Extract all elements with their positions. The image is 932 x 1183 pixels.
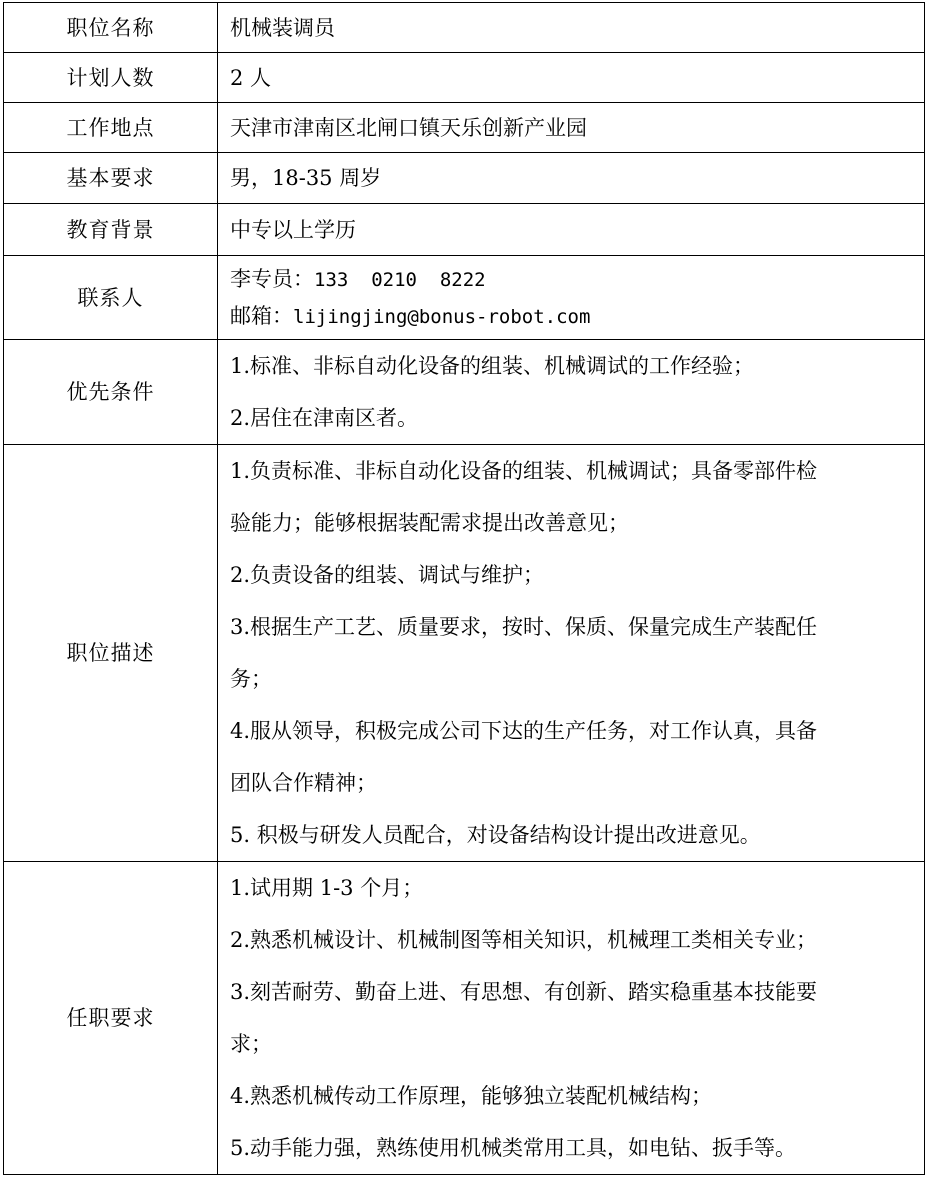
contact-phone-label: 李专员： [230,266,314,291]
basic-value: 男，18-35 周岁 [218,153,925,204]
row-preferred [4,340,925,445]
description-line: 4.服从领导，积极完成公司下达的生产任务，对工作认真，具备 [230,719,818,743]
education-value: 中专以上学历 [218,204,925,256]
description-line: 验能力；能够根据装配需求提出改善意见； [230,511,629,535]
requirements-line: 1.试用期 1-3 个月； [230,876,424,900]
requirements-line: 求； [230,1032,272,1056]
contact-value [218,256,925,340]
position-value: 机械装调员 [218,3,925,53]
preferred-line: 2.居住在津南区者。 [230,406,419,430]
requirements-line: 5.动手能力强，熟练使用机械类常用工具，如电钻、扳手等。 [230,1136,797,1160]
headcount-label: 计划人数 [4,53,218,103]
row-contact [4,256,925,340]
contact-email[interactable]: lijingjing@bonus-robot.com [293,305,591,328]
description-label: 职位描述 [4,445,218,862]
description-line: 1.负责标准、非标自动化设备的组装、机械调试；具备零部件检 [230,459,818,483]
requirements-line: 3.刻苦耐劳、勤奋上进、有思想、有创新、踏实稳重基本技能要 [230,980,818,1004]
row-description [4,445,925,862]
description-line: 务； [230,667,272,691]
requirements-label: 任职要求 [4,862,218,1175]
preferred-line: 1.标准、非标自动化设备的组装、机械调试的工作经验； [230,354,755,378]
row-requirements [4,862,925,1175]
row-education [4,204,925,256]
requirements-line: 4.熟悉机械传动工作原理，能够独立装配机械结构； [230,1084,713,1108]
requirements-line: 2.熟悉机械设计、机械制图等相关知识，机械理工类相关专业； [230,928,818,952]
description-line: 团队合作精神； [230,771,377,795]
contact-email-line [230,298,914,335]
row-basic-requirements [4,153,925,204]
position-label: 职位名称 [4,3,218,53]
job-info-table [3,2,925,1175]
contact-label: 联系人 [4,256,218,340]
description-line: 3.根据生产工艺、质量要求，按时、保质、保量完成生产装配任 [230,615,818,639]
preferred-value [218,340,925,445]
row-location [4,103,925,153]
requirements-value [218,862,925,1175]
row-position [4,3,925,53]
row-headcount [4,53,925,103]
description-value [218,445,925,862]
basic-label: 基本要求 [4,153,218,204]
headcount-value: 2 人 [218,53,925,103]
description-line: 5. 积极与研发人员配合，对设备结构设计提出改进意见。 [230,823,761,847]
contact-phone: 133 0210 8222 [314,268,486,291]
education-label: 教育背景 [4,204,218,256]
description-line: 2.负责设备的组装、调试与维护； [230,563,545,587]
contact-phone-line [230,261,914,298]
location-label: 工作地点 [4,103,218,153]
location-value: 天津市津南区北闸口镇天乐创新产业园 [218,103,925,153]
contact-email-label: 邮箱： [230,303,293,328]
preferred-label: 优先条件 [4,340,218,445]
